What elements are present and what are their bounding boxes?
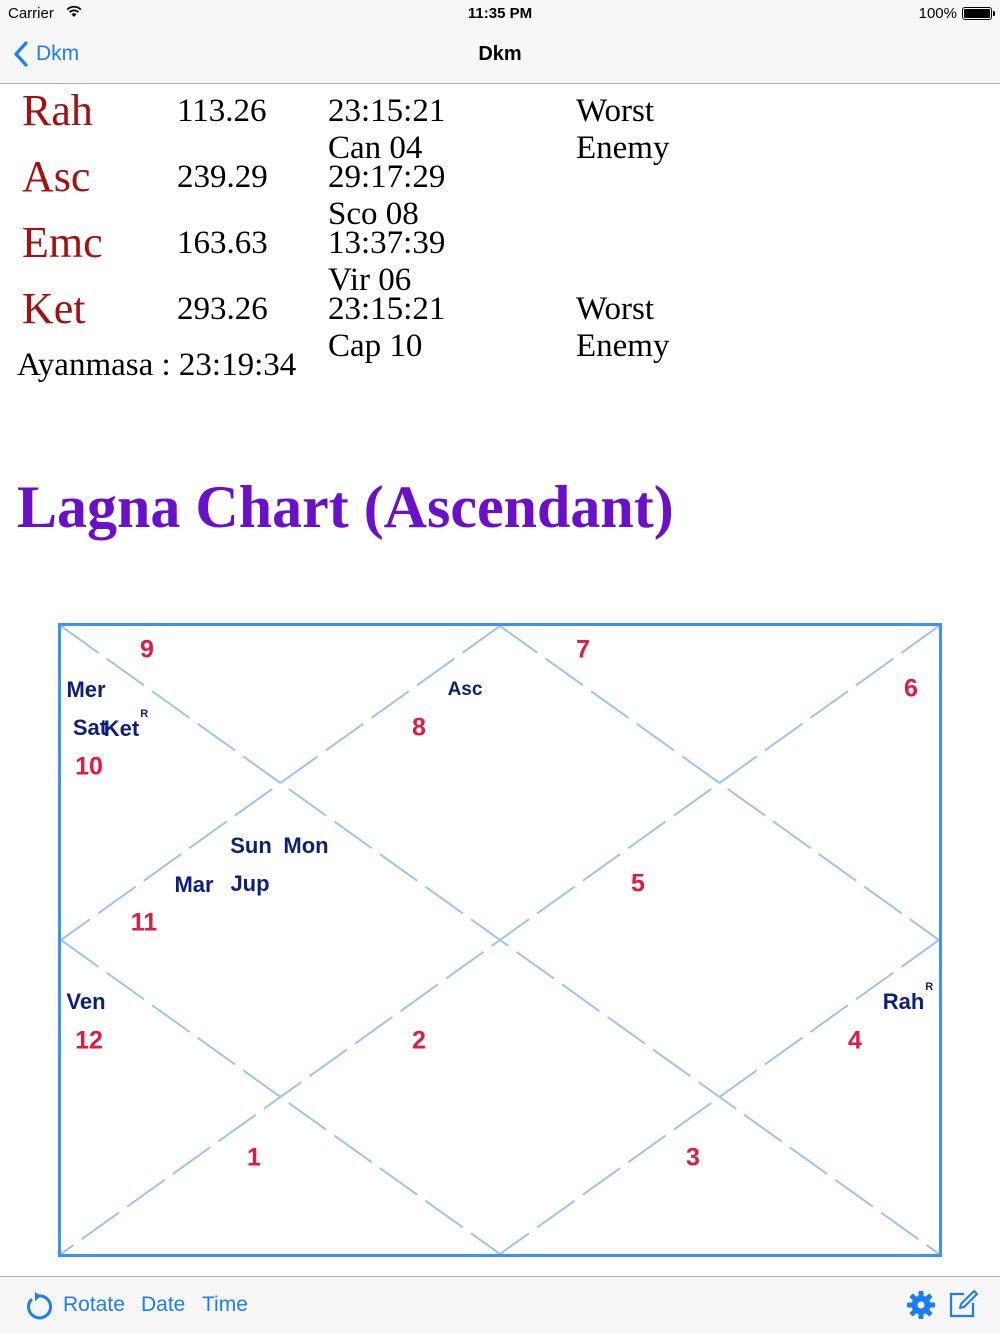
battery-icon <box>962 7 992 20</box>
planet-label-jup: Jup <box>230 871 270 896</box>
planet-label-ven: Ven <box>66 989 106 1014</box>
content-area[interactable] <box>0 85 1000 1275</box>
house-number: 12 <box>75 1026 103 1055</box>
planet-label-rah: Rah$^R$ <box>882 981 934 1014</box>
planet-degree: 163.63 <box>177 225 268 261</box>
house-number: 6 <box>904 674 918 703</box>
chart-grid-lines <box>61 626 939 1254</box>
house-number: 10 <box>75 752 103 781</box>
back-button-label: Dkm <box>36 42 80 65</box>
planet-name: Ket <box>22 284 86 333</box>
house-number: 4 <box>848 1026 862 1055</box>
date-button[interactable]: Date <box>141 1293 186 1316</box>
planet-label-sat: Sat <box>72 715 108 740</box>
planet-position: 23:15:21 Cap 10 <box>328 291 446 364</box>
planet-position: 29:17:29 Sco 08 <box>328 159 446 232</box>
planet-label-mar: Mar <box>174 872 214 897</box>
planet-label-ket: Ket$^R$ <box>103 708 149 741</box>
planet-label-sun: Sun <box>230 833 272 858</box>
gear-icon[interactable] <box>906 1290 936 1320</box>
planet-position: 23:15:21 Can 04 <box>328 93 446 166</box>
rotate-icon[interactable] <box>24 1292 52 1320</box>
planet-label-asc: Asc <box>447 679 483 700</box>
planet-relation: Worst Enemy <box>576 93 670 166</box>
house-number: 5 <box>631 869 645 898</box>
house-number: 7 <box>576 635 590 664</box>
house-number: 1 <box>247 1143 261 1172</box>
chart-heading: Lagna Chart (Ascendant) <box>17 474 674 540</box>
carrier-label: Carrier <box>8 5 54 22</box>
navigation-bar <box>0 28 1000 84</box>
planet-name: Rah <box>22 86 93 135</box>
planet-relation: Worst Enemy <box>576 291 670 364</box>
planet-name: Emc <box>22 218 103 267</box>
planet-position: 13:37:39 Vir 06 <box>328 225 446 298</box>
rotate-button[interactable]: Rotate <box>63 1293 125 1316</box>
battery-percent: 100% <box>918 5 957 22</box>
status-time: 11:35 PM <box>467 5 533 22</box>
planet-degree: 293.26 <box>177 291 268 327</box>
page-title: Dkm <box>478 43 522 65</box>
retrograde-marker: R <box>140 708 149 720</box>
planet-degree: 239.29 <box>177 159 268 195</box>
house-number: 3 <box>686 1143 700 1172</box>
lagna-chart <box>58 623 942 1257</box>
retrograde-marker: R <box>925 981 934 993</box>
house-number: 2 <box>412 1026 426 1055</box>
ayanmasa-value: Ayanmasa : 23:19:34 <box>17 347 297 383</box>
bottom-toolbar <box>0 1276 1000 1334</box>
planet-degree: 113.26 <box>177 93 267 129</box>
planet-label-mer: Mer <box>66 677 106 702</box>
house-number: 8 <box>412 713 426 742</box>
planet-label-mon: Mon <box>283 833 329 858</box>
status-bar <box>0 0 1000 28</box>
house-number: 9 <box>140 635 154 664</box>
time-button[interactable]: Time <box>202 1293 248 1316</box>
planet-name: Asc <box>22 152 91 201</box>
compose-icon[interactable] <box>948 1289 978 1319</box>
house-number: 11 <box>130 908 158 937</box>
